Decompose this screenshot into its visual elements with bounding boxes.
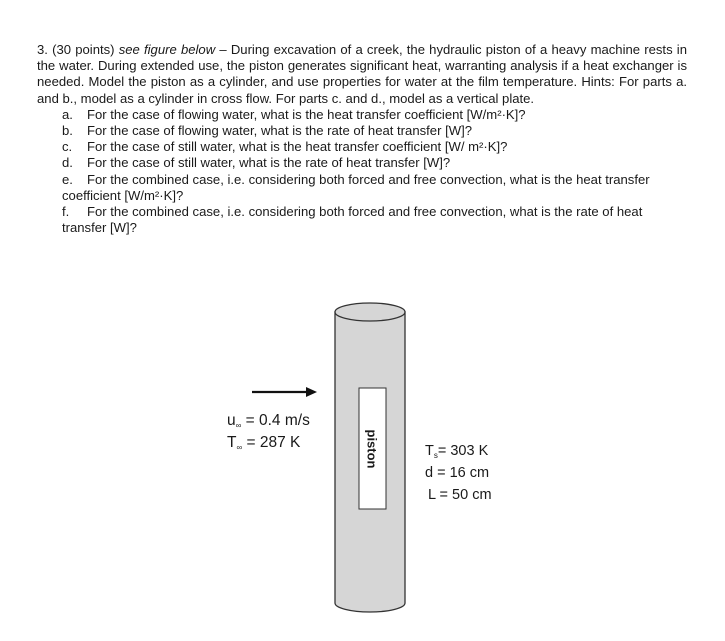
cylinder-top: [335, 303, 405, 321]
part-text: For the case of flowing water, what is the rate of heat transfer [W]?: [87, 123, 472, 139]
part-label: a.: [62, 106, 73, 122]
part-text: For the combined case, i.e. considering both forced and free convection, what is the rate of heat transfer [W]?: [62, 204, 643, 236]
see-figure-text: see figure below: [118, 42, 216, 57]
part-text: For the case of still water, what is the heat transfer coefficient [W/ m²·K]?: [87, 139, 508, 155]
part-text: For the case of flowing water, what is the heat transfer coefficient [W/m²·K]?: [87, 106, 526, 122]
part-label: e.: [62, 171, 73, 187]
part-text: For the combined case, i.e. considering both forced and free convection, what is the heat transfer coefficient [W/m²·K]?: [62, 171, 650, 203]
flow-arrow-icon: [252, 387, 317, 397]
surface-temperature-label: $T_s= 303$ K: [425, 443, 489, 460]
intro-text: – During excavation of a creek, the hydraulic piston of a heavy machine rests in the water. During extended use, the piston generates significant heat, warranting analysis if a heat exchanger is needed. Model the piston as a cylinder, and use properties for water at the film temperature. Hints: For parts a. and b., model as a cylinder in cross flow. For parts c. and d., model as a vertical plate.: [37, 42, 687, 106]
piston-label: piston: [364, 429, 380, 469]
diameter-label: d = 16 cm: [425, 465, 490, 481]
part-label: c.: [62, 139, 73, 155]
problem-points: (30 points): [52, 42, 115, 57]
part-label: d.: [62, 155, 73, 171]
part-label: f.: [62, 204, 70, 220]
part-text: For the case of still water, what is the rate of heat transfer [W]?: [87, 155, 451, 171]
problem-number: 3.: [37, 42, 48, 57]
flow-velocity-label: $u_\infty = 0.4$ m/s: [227, 412, 310, 430]
part-label: b.: [62, 123, 73, 139]
flow-temperature-label: $T_\infty = 287$ K: [227, 434, 301, 452]
length-label: L = 50 cm: [428, 487, 492, 503]
